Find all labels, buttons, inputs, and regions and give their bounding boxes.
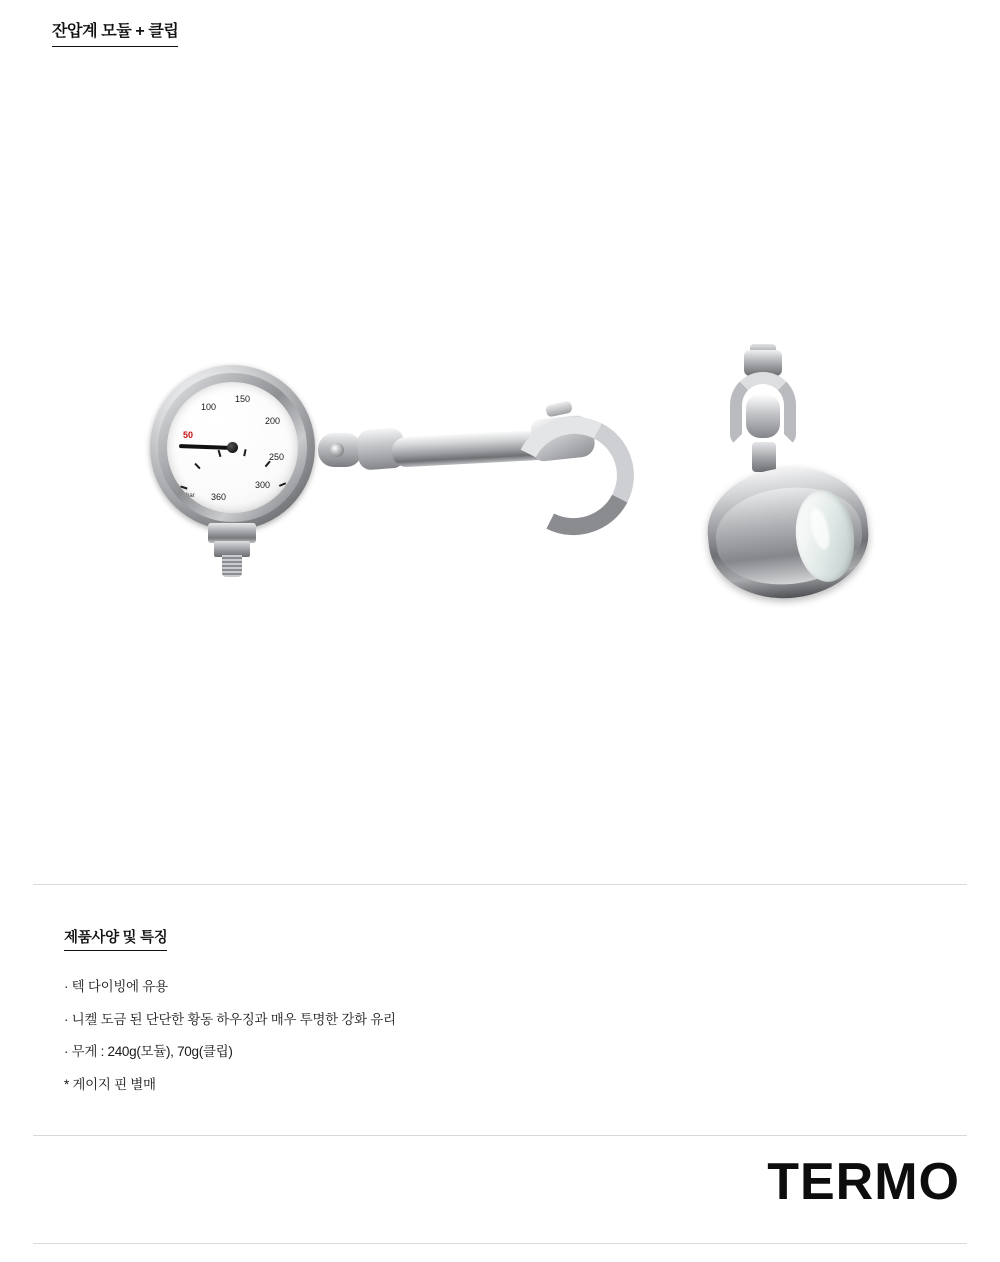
dial-number-360: 360 — [211, 492, 227, 502]
bolt-snap-lever — [545, 400, 573, 417]
dial-number-250: 250 — [269, 452, 285, 462]
gauge-needle-hub — [227, 442, 238, 453]
dial-tick — [243, 449, 246, 456]
page-title: 잔압계 모듈 + 클립 — [52, 22, 178, 47]
dial-tick — [278, 482, 285, 486]
spec-heading: 제품사양 및 특징 — [64, 926, 167, 951]
dial-number-150: 150 — [235, 394, 251, 404]
gauge-nut-upper — [208, 523, 256, 543]
spec-list — [64, 979, 764, 1092]
brand-logo: TERMO — [767, 1153, 960, 1211]
dial-tick — [217, 449, 220, 456]
list-item: * 게이지 핀 별매 — [64, 1076, 156, 1092]
dial-number-300: 300 — [255, 480, 271, 490]
dial-tick — [178, 511, 185, 513]
list-item: · 무게 : 240g(모듈), 70g(클립) — [64, 1044, 233, 1060]
list-item: · 니켈 도금 된 단단한 황동 하우징과 매우 투명한 강화 유리 — [64, 1011, 396, 1027]
dial-tick — [282, 508, 289, 510]
dial-tick — [194, 463, 200, 469]
page-title-wrap — [52, 22, 178, 47]
dial-number-50: 50 — [183, 430, 194, 440]
gauge-face — [167, 382, 298, 513]
divider-bottom — [33, 1243, 967, 1244]
dial-number-200: 200 — [265, 416, 281, 426]
divider-middle — [33, 1135, 967, 1136]
module-stem — [752, 442, 776, 472]
dial-unit-label: bar — [186, 493, 195, 499]
product-image-area — [0, 90, 1000, 880]
dial-tick — [180, 485, 187, 489]
module-yoke-inner — [746, 394, 780, 438]
gauge-with-clip-illustration — [140, 355, 660, 635]
spec-section — [64, 926, 764, 1109]
bolt-snap-hook — [499, 401, 650, 550]
dial-number-100: 100 — [201, 402, 217, 412]
pressure-gauge-body — [150, 365, 315, 530]
divider-top — [33, 884, 967, 885]
swivel-pin — [330, 443, 344, 457]
gauge-threaded-port — [222, 555, 242, 577]
gauge-module-side-view — [700, 350, 880, 620]
list-item: · 텍 다이빙에 유용 — [64, 979, 168, 994]
